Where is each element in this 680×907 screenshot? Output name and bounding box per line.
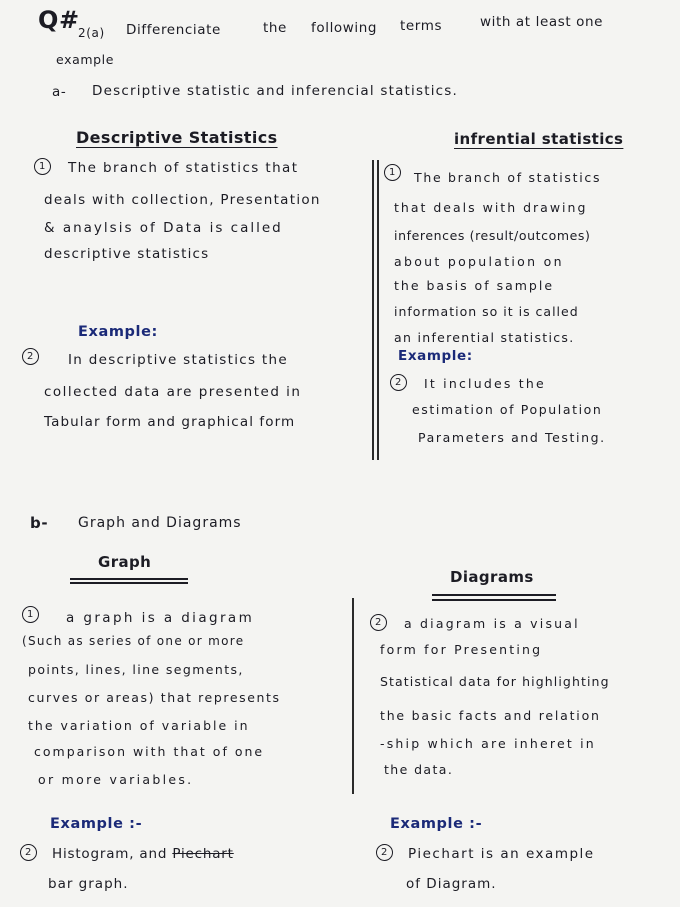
- inferential-line-1: The branch of statistics: [414, 170, 602, 185]
- question-symbol: Q#: [38, 6, 80, 34]
- diagrams-example-line-1: Piechart is an example: [408, 846, 595, 862]
- graph-line-6: comparison with that of one: [34, 744, 265, 759]
- diagrams-line-1: a diagram is a visual: [404, 616, 580, 631]
- descriptive-line-3: & anaylsis of Data is called: [44, 220, 283, 236]
- diagrams-example-label: Example :-: [390, 816, 483, 832]
- diagrams-example-line-2: of Diagram.: [406, 876, 497, 892]
- descriptive-example-label: Example:: [78, 324, 158, 340]
- descriptive-example-marker: 2: [22, 348, 45, 365]
- diagrams-line-3: Statistical data for highlighting: [380, 674, 610, 689]
- graph-example-label: Example :-: [50, 816, 143, 832]
- diagrams-heading-underline-1: [432, 594, 556, 596]
- graph-example-line-1: [52, 846, 234, 862]
- graph-line-3: points, lines, line segments,: [28, 662, 244, 677]
- diagrams-line-2: form for Presenting: [380, 642, 543, 657]
- diagrams-line-5: -ship which are inheret in: [380, 736, 596, 751]
- graph-heading-underline-2: [70, 582, 188, 584]
- question-number: 2(a): [78, 26, 105, 40]
- graph-heading-underline-1: [70, 578, 188, 580]
- diagrams-heading-underline-2: [432, 599, 556, 601]
- descriptive-marker: 1: [34, 158, 57, 175]
- inferential-example-line-2: estimation of Population: [412, 402, 603, 417]
- question-word-1: Differenciate: [126, 22, 221, 38]
- question-word-2: the: [263, 20, 287, 36]
- inferential-marker: 1: [384, 164, 407, 181]
- column-divider-top-right: [377, 160, 379, 460]
- part-a-label: a-: [52, 84, 67, 100]
- descriptive-example-line-3: Tabular form and graphical form: [44, 414, 296, 430]
- diagrams-heading: Diagrams: [450, 568, 534, 586]
- graph-line-1: a graph is a diagram: [66, 610, 255, 626]
- graph-example-line-2: bar graph.: [48, 876, 129, 892]
- graph-line-5: the variation of variable in: [28, 718, 250, 733]
- graph-line-2: (Such as series of one or more: [22, 634, 245, 648]
- descriptive-line-2: deals with collection, Presentation: [44, 192, 321, 208]
- part-b-text: Graph and Diagrams: [78, 515, 242, 531]
- graph-example-marker: 2: [20, 844, 43, 861]
- question-word-4: terms: [400, 18, 443, 34]
- inferential-example-label: Example:: [398, 348, 473, 364]
- inferential-heading: infrential statistics: [454, 130, 624, 148]
- inferential-line-2: that deals with drawing: [394, 200, 588, 215]
- inferential-line-6: information so it is called: [394, 304, 579, 319]
- graph-heading: Graph: [98, 553, 152, 571]
- inferential-line-3: inferences (result/outcomes): [394, 228, 591, 243]
- graph-example-struck: Piechart: [172, 846, 234, 862]
- part-b-label: b-: [30, 514, 49, 532]
- inferential-example-line-3: Parameters and Testing.: [418, 430, 606, 445]
- question-line-2: example: [56, 52, 115, 67]
- question-word-3: following: [311, 20, 378, 36]
- inferential-example-marker: 2: [390, 374, 413, 391]
- diagrams-line-4: the basic facts and relation: [380, 708, 601, 723]
- diagrams-marker: 2: [370, 614, 393, 631]
- graph-marker: 1: [22, 606, 45, 623]
- part-a-text: Descriptive statistic and inferencial statistics.: [92, 83, 459, 99]
- inferential-line-4: about population on: [394, 254, 564, 269]
- descriptive-line-1: The branch of statistics that: [68, 160, 299, 176]
- descriptive-example-line-1: In descriptive statistics the: [68, 352, 288, 368]
- question-word-5: with at least one: [480, 14, 604, 30]
- descriptive-example-line-2: collected data are presented in: [44, 384, 302, 400]
- inferential-line-5: the basis of sample: [394, 278, 555, 293]
- diagrams-example-marker: 2: [376, 844, 399, 861]
- inferential-example-line-1: It includes the: [424, 376, 546, 391]
- graph-line-7: or more variables.: [38, 772, 194, 787]
- descriptive-heading: Descriptive Statistics: [76, 128, 278, 147]
- diagrams-line-6: the data.: [384, 762, 454, 777]
- column-divider-top-left: [372, 160, 374, 460]
- inferential-line-7: an inferential statistics.: [394, 330, 575, 345]
- graph-example-text: Histogram, and: [52, 846, 168, 862]
- descriptive-line-4: descriptive statistics: [44, 246, 210, 262]
- column-divider-bottom: [352, 598, 354, 794]
- graph-line-4: curves or areas) that represents: [28, 690, 281, 705]
